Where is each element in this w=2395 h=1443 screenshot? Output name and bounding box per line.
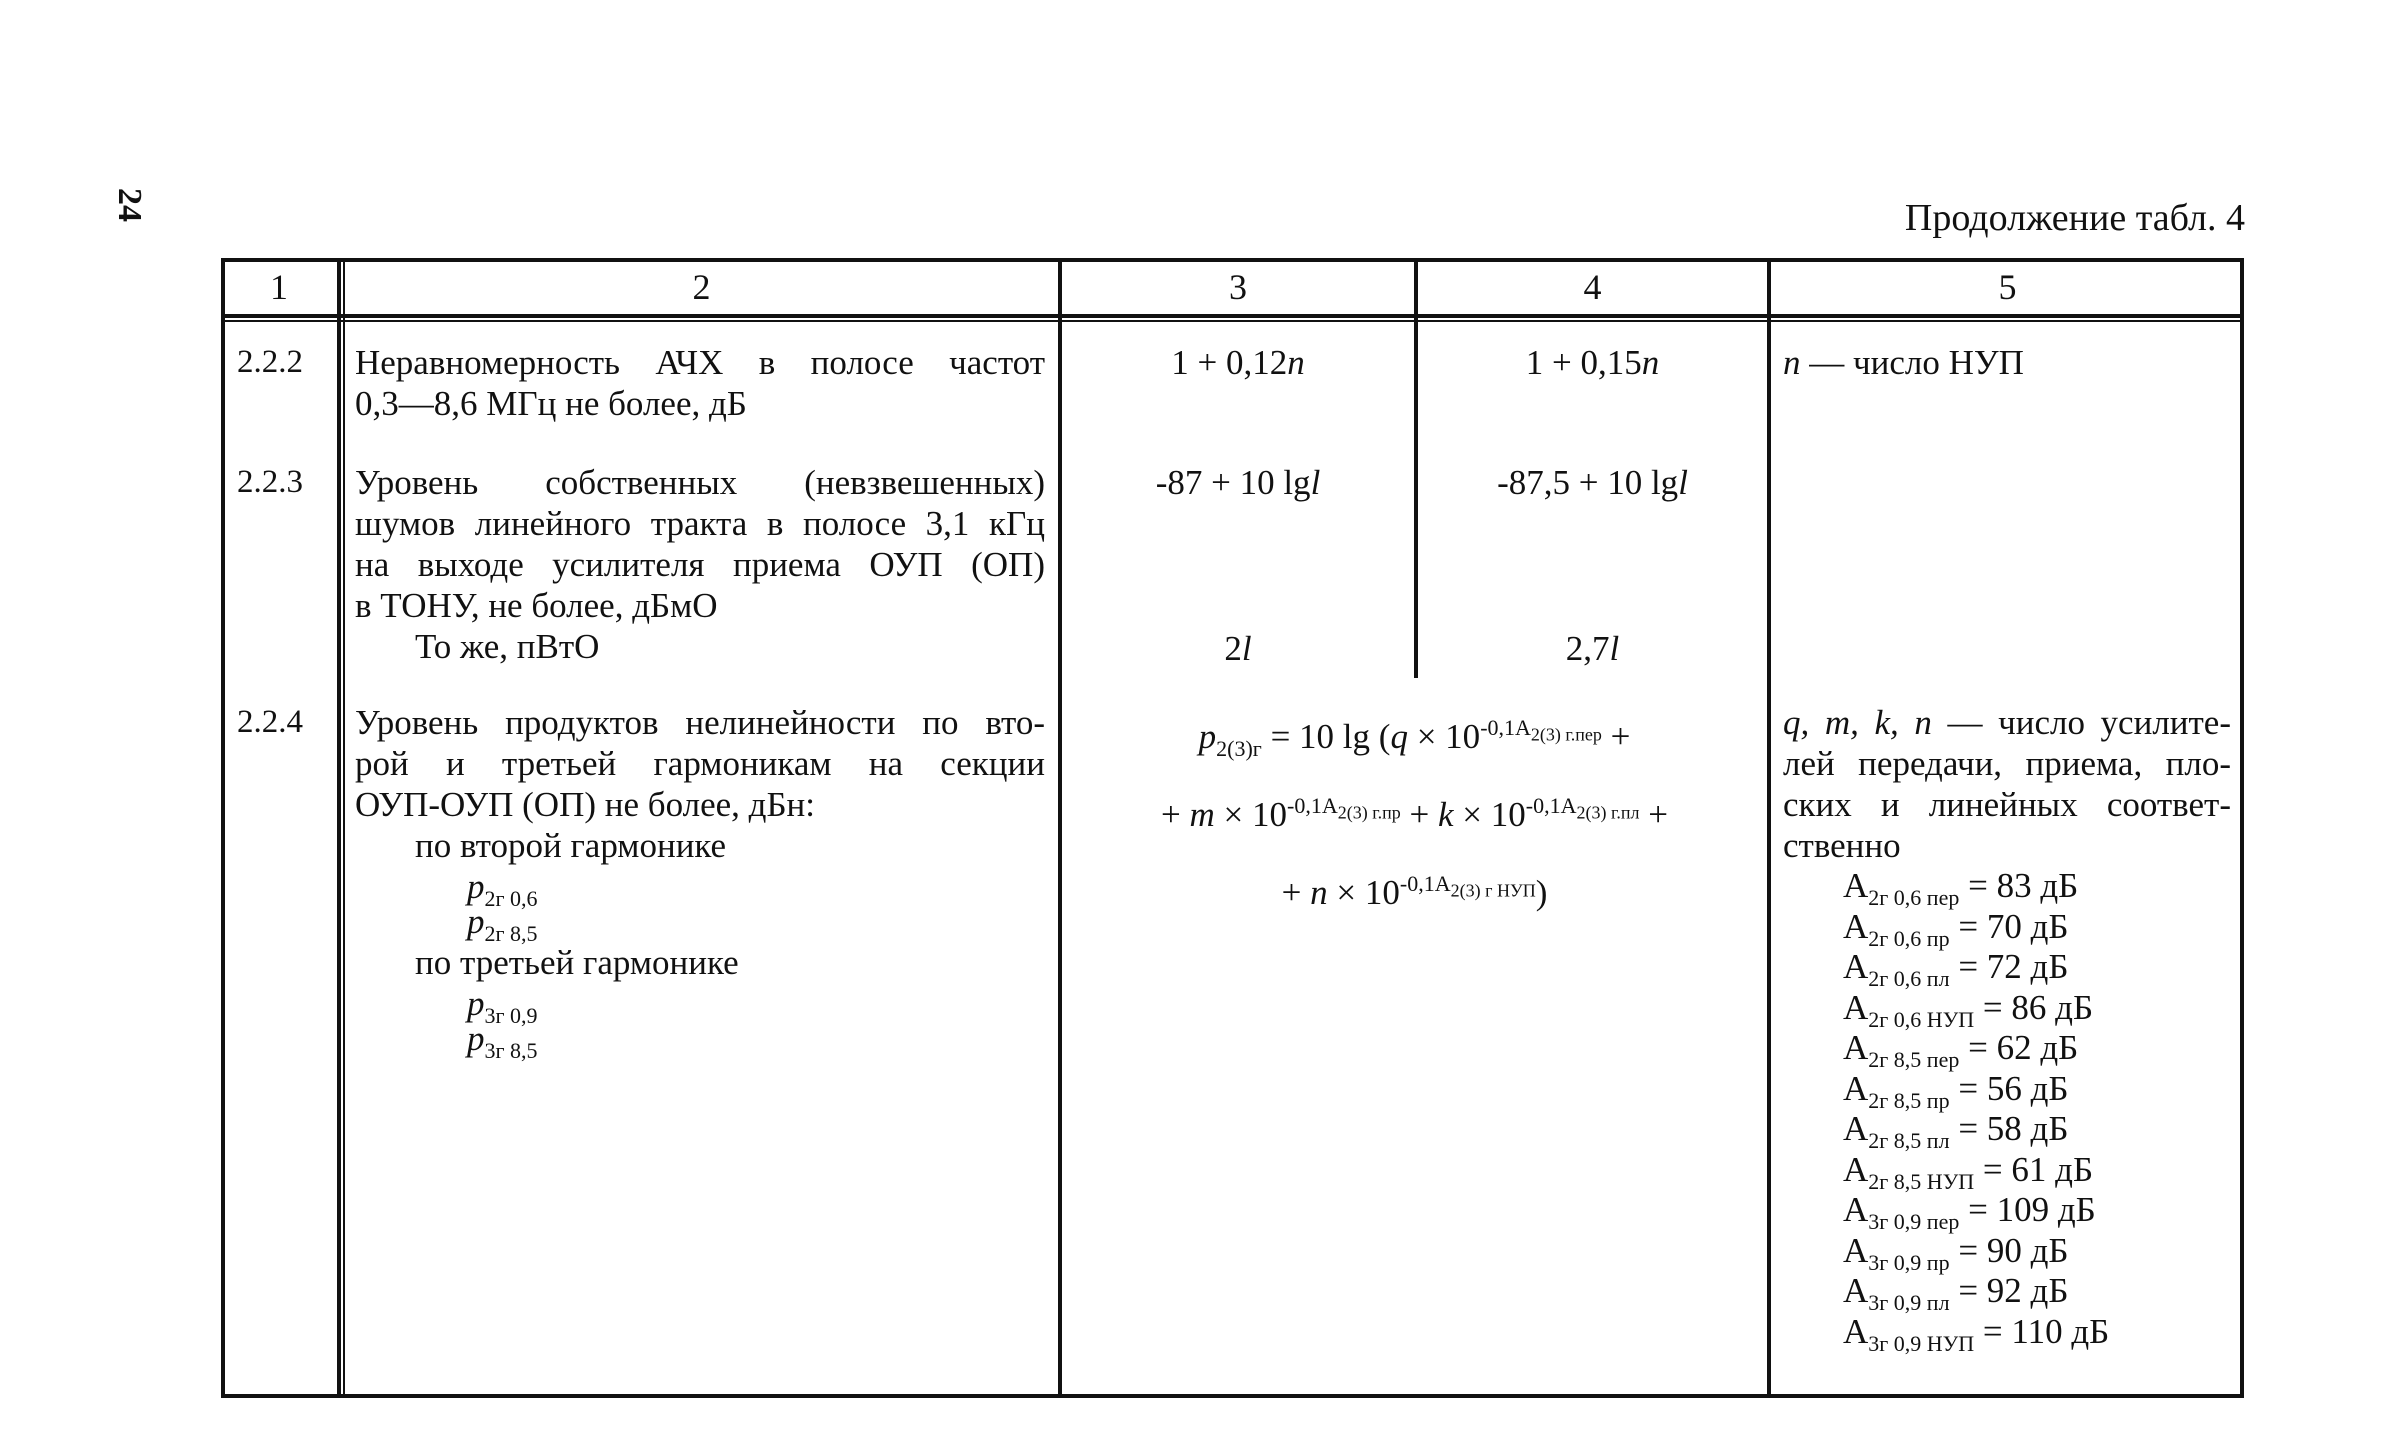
attenuation-number: = 90 дБ: [1958, 1230, 2069, 1270]
attenuation-subscript: 3г 0,9 пр: [1868, 1249, 1950, 1275]
table-caption: Продолжение табл. 4: [1904, 197, 2245, 239]
attenuation-symbol: A: [1843, 1109, 1869, 1148]
header-divider-secondary: [221, 320, 2244, 322]
attenuation-symbol: A: [1843, 947, 1869, 986]
attenuation-number: = 92 дБ: [1958, 1271, 2069, 1310]
row-col4-2-2-2: 1 + 0,15n: [1525, 343, 1660, 382]
row-note-2-2-2: n — число НУП: [1783, 343, 2024, 382]
attenuation-subscript: 2г 0,6 пер: [1868, 885, 1960, 910]
attenuation-number: = 83 дБ: [1968, 866, 2079, 905]
attenuation-symbol: A: [1843, 1028, 1869, 1067]
col-divider-1: [337, 258, 341, 1398]
row-id-2-2-3: 2.2.3: [237, 464, 303, 500]
attenuation-subscript: 2г 0,6 НУП: [1868, 1006, 1975, 1032]
p-3g-8-5: $p_{3г 8,5}$: [467, 1019, 538, 1063]
row-col4-extra-2-2-3: 2,7l: [1565, 629, 1620, 668]
attenuation-subscript: 3г 0,9 пер: [1868, 1209, 1960, 1234]
row-desc-2-2-2: Неравномерность АЧХ в полосе частот 0,3—8,6 МГц не более, дБ: [355, 343, 1045, 423]
attenuation-value: [1843, 866, 2243, 910]
col-divider-1b: [343, 258, 345, 1398]
header-col-2: 2: [692, 267, 711, 307]
attenuation-symbol: A: [1843, 987, 1869, 1027]
attenuation-number: = 110 дБ: [1982, 1311, 2110, 1351]
header-col-4: 4: [1583, 267, 1602, 307]
attenuation-number: = 72 дБ: [1958, 947, 2069, 986]
page-number: 24: [111, 188, 148, 222]
attenuation-value: [1843, 1271, 2243, 1315]
p-2g-0-6: $p_{2г 0,6}$: [467, 867, 538, 911]
attenuation-number: = 109 дБ: [1968, 1190, 2096, 1229]
row-id-2-2-4: 2.2.4: [237, 704, 303, 740]
attenuation-number: = 62 дБ: [1968, 1028, 2079, 1067]
attenuation-symbol: A: [1843, 1311, 1869, 1351]
attenuation-symbol: A: [1843, 1068, 1869, 1108]
attenuation-value: [1843, 1068, 2243, 1113]
attenuation-value: [1843, 1028, 2243, 1072]
attenuation-symbol: A: [1843, 906, 1869, 946]
row-desc-2-2-3: Уровень собственных (невзвешенных) шумов линейного тракта в полосе 3,1 кГц на выходе усилителя приема ОУП (ОП) в ТОНУ, не более, дБмО То же, пВтО: [355, 463, 1045, 666]
attenuation-number: = 58 дБ: [1958, 1109, 2069, 1148]
header-col-5: 5: [1998, 267, 2017, 307]
attenuation-value: [1843, 987, 2243, 1032]
col-divider-4: [1767, 258, 1771, 1398]
attenuation-subscript: 2г 8,5 пер: [1868, 1047, 1960, 1072]
attenuation-value: [1843, 1190, 2243, 1234]
attenuation-symbol: A: [1843, 1230, 1869, 1270]
attenuation-symbol: A: [1843, 1149, 1869, 1189]
p-2g-8-5: $p_{2г 8,5}$: [467, 902, 538, 946]
attenuation-subscript: 2г 8,5 пл: [1868, 1128, 1950, 1153]
attenuation-subscript: 3г 0,9 НУП: [1868, 1330, 1975, 1356]
attenuation-symbol: A: [1843, 1190, 1869, 1229]
attenuation-value: [1843, 906, 2243, 951]
attenuation-value: [1843, 1230, 2243, 1275]
attenuation-subscript: 2г 0,6 пл: [1868, 966, 1950, 991]
attenuation-subscript: 2г 8,5 пр: [1868, 1087, 1950, 1113]
row-id-2-2-2: 2.2.2: [237, 344, 303, 380]
attenuation-number: = 61 дБ: [1982, 1149, 2094, 1189]
attenuation-subscript: 3г 0,9 пл: [1868, 1290, 1950, 1315]
attenuation-subscript: 2г 8,5 НУП: [1868, 1168, 1975, 1194]
header-col-3: 3: [1229, 267, 1247, 307]
attenuation-value: [1843, 1149, 2243, 1194]
data-table: [221, 258, 2244, 1398]
attenuation-value: [1843, 947, 2243, 991]
row-col4-2-2-3: -87,5 + 10 lgl: [1497, 463, 1688, 502]
header-divider: [221, 314, 2244, 318]
attenuation-subscript: 2г 0,6 пр: [1868, 925, 1950, 951]
attenuation-symbol: A: [1843, 866, 1869, 905]
row-desc-2-2-4: Уровень продуктов нелинейности по вто- рой и третьей гармоникам на секции ОУП-ОУП (ОП) не более, дБн: по второй гармонике $p_{2г 0,6}$ $p_{2г 8,5}$ по третьей гармонике $p_{3г 0,9}$ $p_{3г 8,5}$: [355, 703, 1045, 1063]
row-note-2-2-4: q, m, k, n — число усилите- лей передачи, приема, пло- ских и линейных соответ- ственно: [1783, 703, 2231, 865]
row-col3-extra-2-2-3: 2l: [1224, 629, 1252, 668]
attenuation-number: = 86 дБ: [1982, 987, 2094, 1027]
attenuation-value: [1843, 1109, 2243, 1153]
row-col3-2-2-3: -87 + 10 lgl: [1155, 463, 1321, 502]
header-col-1: 1: [270, 267, 288, 307]
attenuation-symbol: A: [1843, 1271, 1869, 1310]
attenuation-number: = 56 дБ: [1958, 1068, 2069, 1108]
p-3g-0-9: $p_{3г 0,9}$: [467, 984, 538, 1028]
row-col3-2-2-2: 1 + 0,12n: [1171, 343, 1305, 382]
attenuation-values-list: [1843, 866, 2243, 1356]
formula-nonlinearity: $p_{2(3)г} = 10$ $\lg (q \times 10^{-0,1A_{2(3) г.пер}}$ + + $m \times 10^{-0,1A_{2(3) г.пр}} + k \times 10^{-0,1A_{2(3) г.пл}}$ + + $n \times 10^{-0,1A_{2(3) г НУП}}$): [1161, 715, 1668, 912]
attenuation-value: [1843, 1311, 2243, 1356]
attenuation-number: = 70 дБ: [1958, 906, 2069, 946]
